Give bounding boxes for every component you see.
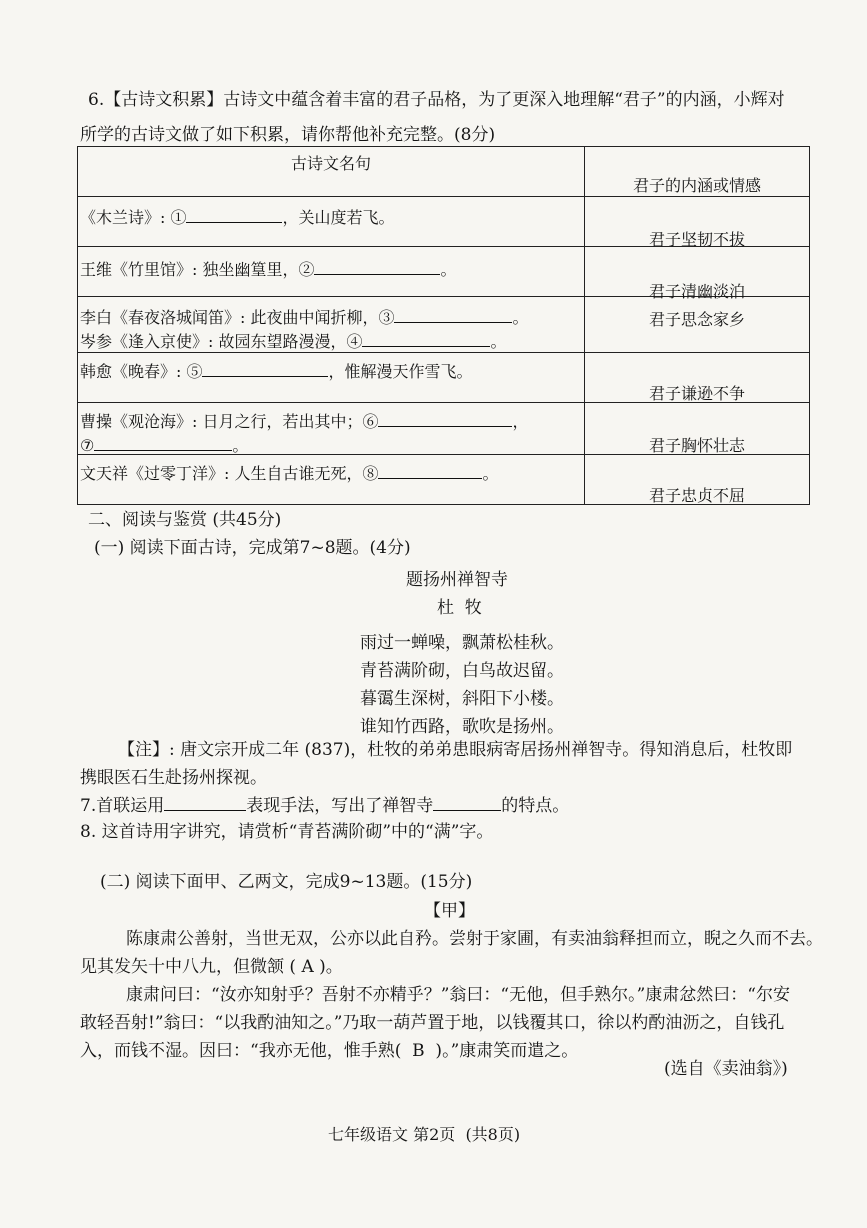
header-meaning: 君子的内涵或情感 [632,176,761,195]
blank-5[interactable] [202,362,328,377]
q7-blank-2[interactable] [433,796,501,811]
page-footer: 七年级语文 第2页 (共8页) [328,1125,521,1144]
q7-part-b: 表现手法，写出了禅智寺 [246,796,434,816]
row3-text-2-end: 。 [490,332,507,351]
poem-author: 杜 牧 [437,598,482,618]
poem-line: 暮霭生深树，斜阳下小楼。 [360,689,564,709]
row2-text-end: 。 [440,260,457,279]
row3-meaning: 君子思念家乡 [648,310,745,329]
row5-text-end: ， [512,412,529,431]
part2-heading: (二) 阅读下面甲、乙两文，完成9~13题。(15分) [100,872,473,892]
blank-3[interactable] [394,308,512,323]
passage-line: 敢轻吾射!”翁曰：“以我酌油知之。”乃取一葫芦置于地，以钱覆其口，徐以杓酌油沥之，自钱孔 [80,1013,785,1033]
blank-7[interactable] [94,436,232,451]
row1-meaning: 君子坚韧不拔 [648,230,745,249]
row5-text-2-end: 。 [232,436,249,455]
table-row [78,197,810,247]
row1-text-end: ，关山度若飞。 [282,208,395,227]
poetry-accumulation-table [77,146,810,505]
row3-text-2: 岑参《逢入京使》: 故园东望路漫漫，④ [80,332,363,351]
row5-text-2: ⑦ [80,436,95,455]
header-famous-lines: 古诗文名句 [290,154,371,173]
table-header-left [78,147,585,197]
row1-text: 《木兰诗》: ① [80,208,187,227]
table-row [78,297,810,353]
poem-title: 题扬州禅智寺 [406,570,508,590]
poem-note-line-1: 【注】: 唐文宗开成二年 (837)，杜牧的弟弟患眼病寄居扬州禅智寺。得知消息后，杜牧即 [118,740,793,760]
q7-part-c: 的特点。 [501,796,570,816]
q6-line-1: 6.【古诗文积累】古诗文中蕴含着丰富的君子品格，为了更深入地理解“君子”的内涵，小辉对 [88,90,785,110]
table-row [78,455,810,505]
row5-text: 曹操《观沧海》: 日月之行，若出其中；⑥ [80,412,379,431]
poem-line: 谁知竹西路，歌吹是扬州。 [360,717,564,737]
row6-meaning: 君子忠贞不屈 [648,486,745,505]
passage-line: 康肃问曰：“汝亦知射乎？吾射不亦精乎？”翁曰：“无他，但手熟尔。”康肃忿然曰：“尔安 [126,985,790,1005]
poem-line: 青苔满阶砌，白鸟故迟留。 [360,661,564,681]
table-row [78,403,810,455]
row3-text-end: 。 [512,308,529,327]
q7-blank-1[interactable] [164,796,246,811]
table-row [78,353,810,403]
blank-6[interactable] [378,412,512,427]
blank-2[interactable] [314,260,440,275]
passage-jia-label: 【甲】 [424,901,475,921]
question-8: 8. 这首诗用字讲究，请赏析“青苔满阶砌”中的“满”字。 [80,822,494,842]
blank-8[interactable] [378,464,482,479]
poem-note-line-2: 携眼医石生赴扬州探视。 [80,768,267,788]
passage-line: 陈康肃公善射，当世无双，公亦以此自矜。尝射于家圃，有卖油翁释担而立，睨之久而不去。 [126,929,823,949]
part1-heading: (一) 阅读下面古诗，完成第7~8题。(4分) [94,538,411,558]
row4-text: 韩愈《晚春》: ⑤ [80,362,203,381]
question-7 [80,796,569,815]
row6-text: 文天祥《过零丁洋》: 人生自古谁无死，⑧ [80,464,379,483]
row4-text-end: ，惟解漫天作雪飞。 [328,362,473,381]
row3-text: 李白《春夜洛城闻笛》: 此夜曲中闻折柳，③ [80,308,395,327]
blank-4[interactable] [362,332,490,347]
table-header-right [584,147,809,197]
q6-line-2: 所学的古诗文做了如下积累，请你帮他补充完整。(8分) [80,125,496,145]
poem-line: 雨过一蝉噪，飘萧松桂秋。 [360,633,564,653]
q7-part-a: 7.首联运用 [80,796,165,816]
row4-meaning: 君子谦逊不争 [648,384,745,403]
passage-line: 入，而钱不湿。因曰：“我亦无他，惟手熟( B )。”康肃笑而遣之。 [80,1041,579,1061]
passage-source: (选自《卖油翁》) [664,1059,788,1079]
row2-meaning: 君子清幽淡泊 [648,282,745,301]
passage-line: 见其发矢十中八九，但微颔 ( A )。 [80,957,343,977]
table-row [78,247,810,297]
row6-text-end: 。 [482,464,499,483]
section2-heading: 二、阅读与鉴赏 (共45分) [88,510,282,530]
row2-text: 王维《竹里馆》: 独坐幽篁里，② [80,260,315,279]
row5-meaning: 君子胸怀壮志 [648,436,745,455]
blank-1[interactable] [186,208,282,223]
